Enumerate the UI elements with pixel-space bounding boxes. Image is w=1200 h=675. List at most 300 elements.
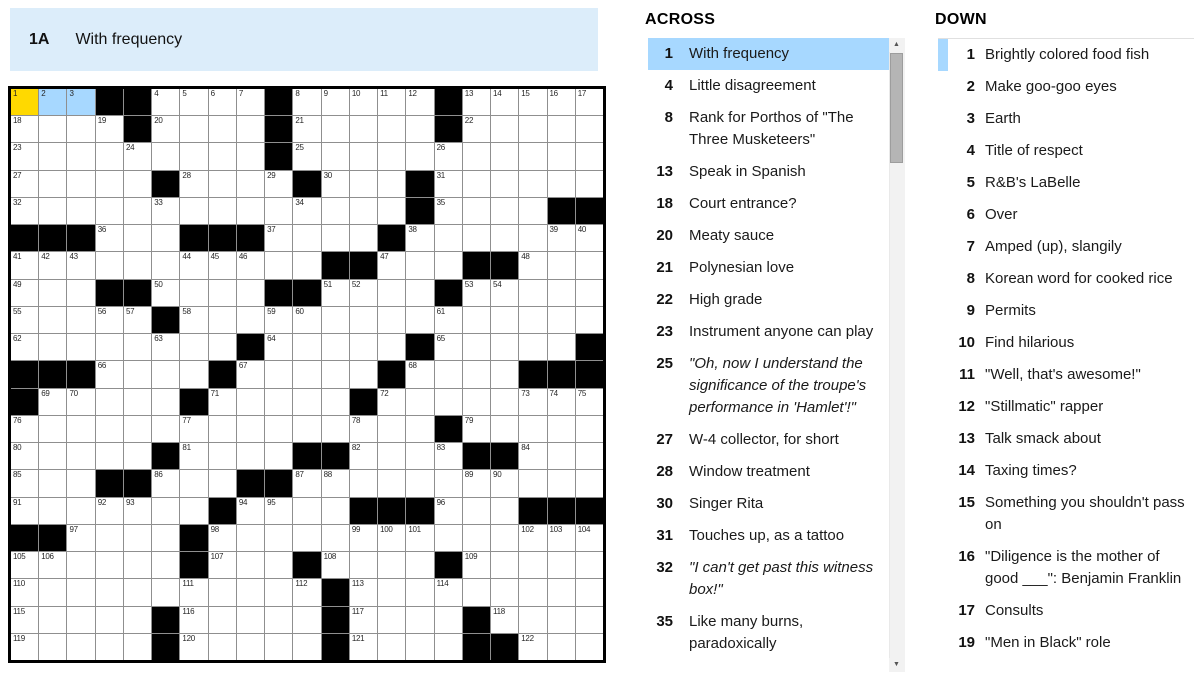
grid-cell[interactable]: [293, 525, 320, 551]
grid-cell[interactable]: [124, 307, 151, 333]
grid-cell[interactable]: [209, 143, 236, 169]
grid-cell[interactable]: [152, 280, 179, 306]
grid-cell[interactable]: [406, 470, 433, 496]
grid-cell[interactable]: [11, 634, 38, 660]
grid-cell[interactable]: [180, 171, 207, 197]
grid-cell[interactable]: [152, 389, 179, 415]
grid-cell[interactable]: [265, 307, 292, 333]
grid-cell[interactable]: [435, 607, 462, 633]
grid-cell[interactable]: [548, 552, 575, 578]
grid-cell[interactable]: [293, 198, 320, 224]
grid-cell[interactable]: [67, 252, 94, 278]
grid-cell[interactable]: [124, 252, 151, 278]
grid-cell[interactable]: [548, 116, 575, 142]
grid-cell[interactable]: [96, 416, 123, 442]
down-clue-2[interactable]: [938, 71, 1194, 103]
grid-cell[interactable]: [463, 389, 490, 415]
grid-cell[interactable]: [96, 334, 123, 360]
grid-cell[interactable]: [378, 307, 405, 333]
grid-cell[interactable]: [11, 443, 38, 469]
grid-cell[interactable]: [322, 171, 349, 197]
grid-cell[interactable]: [237, 116, 264, 142]
grid-cell[interactable]: [67, 470, 94, 496]
grid-cell[interactable]: [124, 198, 151, 224]
grid-cell[interactable]: [152, 579, 179, 605]
grid-cell[interactable]: [491, 171, 518, 197]
grid-cell[interactable]: [180, 498, 207, 524]
across-clue-20[interactable]: [648, 220, 889, 252]
grid-cell[interactable]: [576, 280, 603, 306]
grid-cell[interactable]: [548, 416, 575, 442]
grid-cell[interactable]: [124, 416, 151, 442]
across-clue-13[interactable]: [648, 156, 889, 188]
grid-cell[interactable]: [39, 198, 66, 224]
grid-cell[interactable]: [491, 225, 518, 251]
down-clue-13[interactable]: [938, 423, 1194, 455]
grid-cell[interactable]: [350, 89, 377, 115]
grid-cell[interactable]: [11, 416, 38, 442]
grid-cell[interactable]: [519, 389, 546, 415]
grid-cell[interactable]: [237, 443, 264, 469]
grid-cell[interactable]: [293, 470, 320, 496]
grid-cell[interactable]: [463, 89, 490, 115]
across-clue-35[interactable]: [648, 606, 889, 660]
grid-cell[interactable]: [463, 171, 490, 197]
grid-cell[interactable]: [180, 470, 207, 496]
grid-cell[interactable]: [519, 443, 546, 469]
grid-cell[interactable]: [96, 143, 123, 169]
grid-cell[interactable]: [576, 552, 603, 578]
grid-cell[interactable]: [491, 198, 518, 224]
grid-cell[interactable]: [576, 389, 603, 415]
down-clue-11[interactable]: [938, 359, 1194, 391]
grid-cell[interactable]: [152, 498, 179, 524]
grid-cell[interactable]: [519, 171, 546, 197]
grid-cell[interactable]: [124, 361, 151, 387]
grid-cell[interactable]: [548, 443, 575, 469]
grid-cell[interactable]: [67, 280, 94, 306]
grid-cell[interactable]: [39, 634, 66, 660]
down-clue-15[interactable]: [938, 487, 1194, 541]
grid-cell[interactable]: [67, 389, 94, 415]
grid-cell[interactable]: [576, 307, 603, 333]
grid-cell[interactable]: [96, 443, 123, 469]
grid-cell[interactable]: [237, 252, 264, 278]
across-clue-18[interactable]: [648, 188, 889, 220]
grid-cell[interactable]: [67, 634, 94, 660]
grid-cell[interactable]: [406, 280, 433, 306]
grid-cell[interactable]: [11, 198, 38, 224]
grid-cell[interactable]: [180, 89, 207, 115]
grid-cell[interactable]: [67, 171, 94, 197]
down-clue-12[interactable]: [938, 391, 1194, 423]
grid-cell[interactable]: [124, 143, 151, 169]
grid-cell[interactable]: [209, 443, 236, 469]
grid-cell[interactable]: [237, 498, 264, 524]
grid-cell[interactable]: [519, 116, 546, 142]
grid-cell[interactable]: [11, 552, 38, 578]
grid-cell[interactable]: [378, 470, 405, 496]
grid-cell[interactable]: [180, 252, 207, 278]
grid-cell[interactable]: [378, 171, 405, 197]
grid-cell[interactable]: [39, 334, 66, 360]
grid-cell[interactable]: [463, 198, 490, 224]
grid-cell[interactable]: [350, 334, 377, 360]
grid-cell[interactable]: [463, 470, 490, 496]
grid-cell[interactable]: [265, 171, 292, 197]
grid-cell[interactable]: [519, 225, 546, 251]
grid-cell[interactable]: [39, 171, 66, 197]
grid-cell[interactable]: [39, 607, 66, 633]
grid-cell[interactable]: [576, 443, 603, 469]
grid-cell[interactable]: [435, 252, 462, 278]
grid-cell[interactable]: [293, 89, 320, 115]
grid-cell[interactable]: [11, 252, 38, 278]
grid-cell[interactable]: [96, 361, 123, 387]
grid-cell[interactable]: [152, 225, 179, 251]
grid-cell[interactable]: [96, 607, 123, 633]
grid-cell[interactable]: [406, 389, 433, 415]
down-clue-8[interactable]: [938, 263, 1194, 295]
grid-cell[interactable]: [67, 307, 94, 333]
grid-cell[interactable]: [491, 89, 518, 115]
grid-cell[interactable]: [350, 225, 377, 251]
grid-cell[interactable]: [152, 143, 179, 169]
grid-cell[interactable]: [548, 607, 575, 633]
grid-cell[interactable]: [67, 143, 94, 169]
across-clue-28[interactable]: [648, 456, 889, 488]
scroll-up-icon[interactable]: ▲: [889, 38, 904, 52]
grid-cell[interactable]: [293, 579, 320, 605]
grid-cell[interactable]: [209, 307, 236, 333]
grid-cell[interactable]: [265, 443, 292, 469]
grid-cell[interactable]: [378, 579, 405, 605]
grid-cell[interactable]: [152, 252, 179, 278]
grid-cell[interactable]: [39, 143, 66, 169]
grid-cell[interactable]: [406, 416, 433, 442]
grid-cell[interactable]: [237, 361, 264, 387]
grid-cell[interactable]: [463, 416, 490, 442]
grid-cell[interactable]: [322, 498, 349, 524]
grid-cell[interactable]: [519, 525, 546, 551]
across-clue-8[interactable]: [648, 102, 889, 156]
grid-cell[interactable]: [406, 143, 433, 169]
grid-cell[interactable]: [67, 498, 94, 524]
grid-cell[interactable]: [237, 143, 264, 169]
grid-cell[interactable]: [435, 525, 462, 551]
grid-cell[interactable]: [491, 143, 518, 169]
grid-cell[interactable]: [152, 552, 179, 578]
grid-cell[interactable]: [67, 116, 94, 142]
grid-cell[interactable]: [293, 361, 320, 387]
grid-cell[interactable]: [406, 307, 433, 333]
grid-cell[interactable]: [350, 607, 377, 633]
across-clue-27[interactable]: [648, 424, 889, 456]
grid-cell[interactable]: [11, 498, 38, 524]
grid-cell[interactable]: [406, 443, 433, 469]
grid-cell[interactable]: [322, 198, 349, 224]
grid-cell[interactable]: [350, 198, 377, 224]
grid-cell[interactable]: [491, 389, 518, 415]
grid-cell[interactable]: [209, 280, 236, 306]
grid-cell[interactable]: [209, 116, 236, 142]
grid-cell[interactable]: [237, 89, 264, 115]
grid-cell[interactable]: [124, 389, 151, 415]
grid-cell[interactable]: [350, 470, 377, 496]
grid-cell[interactable]: [435, 171, 462, 197]
grid-cell[interactable]: [67, 443, 94, 469]
grid-cell[interactable]: [96, 225, 123, 251]
grid-cell[interactable]: [463, 225, 490, 251]
across-clue-21[interactable]: [648, 252, 889, 284]
grid-cell[interactable]: [124, 171, 151, 197]
grid-cell[interactable]: [237, 198, 264, 224]
across-clue-1[interactable]: [648, 38, 889, 70]
grid-cell[interactable]: [576, 579, 603, 605]
grid-cell[interactable]: [519, 89, 546, 115]
down-clue-9[interactable]: [938, 295, 1194, 327]
grid-cell[interactable]: [576, 116, 603, 142]
grid-cell[interactable]: [265, 252, 292, 278]
grid-cell[interactable]: [237, 634, 264, 660]
across-clue-32[interactable]: [648, 552, 889, 606]
grid-cell[interactable]: [180, 416, 207, 442]
grid-cell[interactable]: [519, 252, 546, 278]
grid-cell[interactable]: [293, 143, 320, 169]
grid-cell[interactable]: [350, 116, 377, 142]
grid-cell[interactable]: [180, 334, 207, 360]
grid-cell[interactable]: [11, 334, 38, 360]
grid-cell[interactable]: [378, 252, 405, 278]
grid-cell[interactable]: [519, 334, 546, 360]
grid-cell[interactable]: [152, 525, 179, 551]
across-clue-22[interactable]: [648, 284, 889, 316]
grid-cell[interactable]: [491, 525, 518, 551]
grid-cell[interactable]: [406, 634, 433, 660]
grid-cell[interactable]: [322, 116, 349, 142]
down-clue-6[interactable]: [938, 199, 1194, 231]
grid-cell[interactable]: [519, 634, 546, 660]
down-clue-4[interactable]: [938, 135, 1194, 167]
across-clue-31[interactable]: [648, 520, 889, 552]
grid-cell[interactable]: [96, 525, 123, 551]
grid-cell[interactable]: [293, 389, 320, 415]
across-clue-25[interactable]: [648, 348, 889, 424]
grid-cell[interactable]: [209, 525, 236, 551]
grid-cell[interactable]: [378, 389, 405, 415]
grid-cell[interactable]: [548, 307, 575, 333]
grid-cell[interactable]: [576, 225, 603, 251]
grid-cell[interactable]: [435, 579, 462, 605]
grid-cell[interactable]: [39, 552, 66, 578]
grid-cell[interactable]: [463, 307, 490, 333]
grid-cell[interactable]: [548, 525, 575, 551]
grid-cell[interactable]: [293, 116, 320, 142]
grid-cell[interactable]: [491, 280, 518, 306]
grid-cell[interactable]: [11, 470, 38, 496]
grid-cell[interactable]: [378, 89, 405, 115]
grid-cell[interactable]: [209, 470, 236, 496]
grid-cell[interactable]: [406, 116, 433, 142]
across-clue-30[interactable]: [648, 488, 889, 520]
grid-cell[interactable]: [350, 443, 377, 469]
down-clue-7[interactable]: [938, 231, 1194, 263]
grid-cell[interactable]: [96, 498, 123, 524]
grid-cell[interactable]: [209, 171, 236, 197]
grid-cell[interactable]: [124, 607, 151, 633]
grid-cell[interactable]: [548, 89, 575, 115]
grid-cell[interactable]: [209, 552, 236, 578]
grid-cell[interactable]: [463, 525, 490, 551]
grid-cell[interactable]: [265, 498, 292, 524]
grid-cell[interactable]: [491, 334, 518, 360]
grid-cell[interactable]: [237, 280, 264, 306]
grid-cell[interactable]: [265, 607, 292, 633]
grid-cell[interactable]: [548, 334, 575, 360]
grid-cell[interactable]: [519, 607, 546, 633]
grid-cell[interactable]: [435, 389, 462, 415]
grid-cell[interactable]: [180, 634, 207, 660]
grid-cell[interactable]: [124, 498, 151, 524]
grid-cell[interactable]: [406, 89, 433, 115]
grid-cell[interactable]: [378, 634, 405, 660]
grid-cell[interactable]: [435, 443, 462, 469]
grid-cell[interactable]: [209, 634, 236, 660]
grid-cell[interactable]: [293, 252, 320, 278]
grid-cell[interactable]: [152, 116, 179, 142]
grid-cell[interactable]: [124, 225, 151, 251]
grid-cell[interactable]: [519, 198, 546, 224]
grid-cell[interactable]: [209, 579, 236, 605]
down-clue-10[interactable]: [938, 327, 1194, 359]
down-clue-19[interactable]: [938, 627, 1194, 659]
grid-cell[interactable]: [406, 607, 433, 633]
grid-cell[interactable]: [576, 171, 603, 197]
grid-cell[interactable]: [519, 579, 546, 605]
grid-cell[interactable]: [11, 89, 38, 115]
grid-cell[interactable]: [378, 280, 405, 306]
grid-cell[interactable]: [406, 252, 433, 278]
grid-cell[interactable]: [209, 607, 236, 633]
grid-cell[interactable]: [293, 416, 320, 442]
grid-cell[interactable]: [67, 198, 94, 224]
down-clue-3[interactable]: [938, 103, 1194, 135]
grid-cell[interactable]: [96, 198, 123, 224]
grid-cell[interactable]: [180, 607, 207, 633]
grid-cell[interactable]: [237, 579, 264, 605]
grid-cell[interactable]: [209, 334, 236, 360]
grid-cell[interactable]: [378, 607, 405, 633]
grid-cell[interactable]: [463, 143, 490, 169]
grid-cell[interactable]: [96, 307, 123, 333]
across-scrollbar-thumb[interactable]: [890, 53, 903, 163]
grid-cell[interactable]: [293, 634, 320, 660]
grid-cell[interactable]: [491, 607, 518, 633]
grid-cell[interactable]: [124, 634, 151, 660]
grid-cell[interactable]: [548, 143, 575, 169]
grid-cell[interactable]: [322, 89, 349, 115]
grid-cell[interactable]: [322, 280, 349, 306]
grid-cell[interactable]: [293, 225, 320, 251]
grid-cell[interactable]: [350, 143, 377, 169]
grid-cell[interactable]: [67, 89, 94, 115]
grid-cell[interactable]: [576, 252, 603, 278]
grid-cell[interactable]: [124, 334, 151, 360]
grid-cell[interactable]: [548, 634, 575, 660]
grid-cell[interactable]: [237, 389, 264, 415]
grid-cell[interactable]: [491, 552, 518, 578]
grid-cell[interactable]: [180, 143, 207, 169]
grid-cell[interactable]: [491, 116, 518, 142]
grid-cell[interactable]: [576, 607, 603, 633]
grid-cell[interactable]: [237, 552, 264, 578]
grid-cell[interactable]: [463, 280, 490, 306]
grid-cell[interactable]: [39, 89, 66, 115]
grid-cell[interactable]: [124, 579, 151, 605]
grid-cell[interactable]: [322, 416, 349, 442]
grid-cell[interactable]: [435, 198, 462, 224]
grid-cell[interactable]: [350, 634, 377, 660]
across-clue-4[interactable]: [648, 70, 889, 102]
grid-cell[interactable]: [96, 634, 123, 660]
grid-cell[interactable]: [152, 334, 179, 360]
grid-cell[interactable]: [67, 525, 94, 551]
grid-cell[interactable]: [548, 389, 575, 415]
grid-cell[interactable]: [576, 634, 603, 660]
grid-cell[interactable]: [124, 525, 151, 551]
grid-cell[interactable]: [11, 280, 38, 306]
grid-cell[interactable]: [293, 498, 320, 524]
grid-cell[interactable]: [463, 361, 490, 387]
grid-cell[interactable]: [491, 579, 518, 605]
grid-cell[interactable]: [406, 525, 433, 551]
grid-cell[interactable]: [39, 116, 66, 142]
grid-cell[interactable]: [491, 307, 518, 333]
grid-cell[interactable]: [265, 552, 292, 578]
grid-cell[interactable]: [293, 607, 320, 633]
grid-cell[interactable]: [180, 307, 207, 333]
grid-cell[interactable]: [322, 361, 349, 387]
grid-cell[interactable]: [435, 143, 462, 169]
grid-cell[interactable]: [180, 361, 207, 387]
grid-cell[interactable]: [378, 334, 405, 360]
grid-cell[interactable]: [435, 307, 462, 333]
grid-cell[interactable]: [322, 525, 349, 551]
grid-cell[interactable]: [463, 334, 490, 360]
grid-cell[interactable]: [39, 498, 66, 524]
grid-cell[interactable]: [406, 552, 433, 578]
grid-cell[interactable]: [406, 361, 433, 387]
grid-cell[interactable]: [293, 334, 320, 360]
grid-cell[interactable]: [322, 225, 349, 251]
grid-cell[interactable]: [11, 607, 38, 633]
grid-cell[interactable]: [11, 171, 38, 197]
grid-cell[interactable]: [435, 634, 462, 660]
grid-cell[interactable]: [548, 280, 575, 306]
grid-cell[interactable]: [67, 552, 94, 578]
grid-cell[interactable]: [96, 552, 123, 578]
grid-cell[interactable]: [96, 116, 123, 142]
grid-cell[interactable]: [322, 143, 349, 169]
grid-cell[interactable]: [67, 416, 94, 442]
grid-cell[interactable]: [378, 198, 405, 224]
grid-cell[interactable]: [96, 171, 123, 197]
grid-cell[interactable]: [548, 470, 575, 496]
grid-cell[interactable]: [180, 198, 207, 224]
grid-cell[interactable]: [548, 579, 575, 605]
grid-cell[interactable]: [491, 361, 518, 387]
grid-cell[interactable]: [237, 525, 264, 551]
